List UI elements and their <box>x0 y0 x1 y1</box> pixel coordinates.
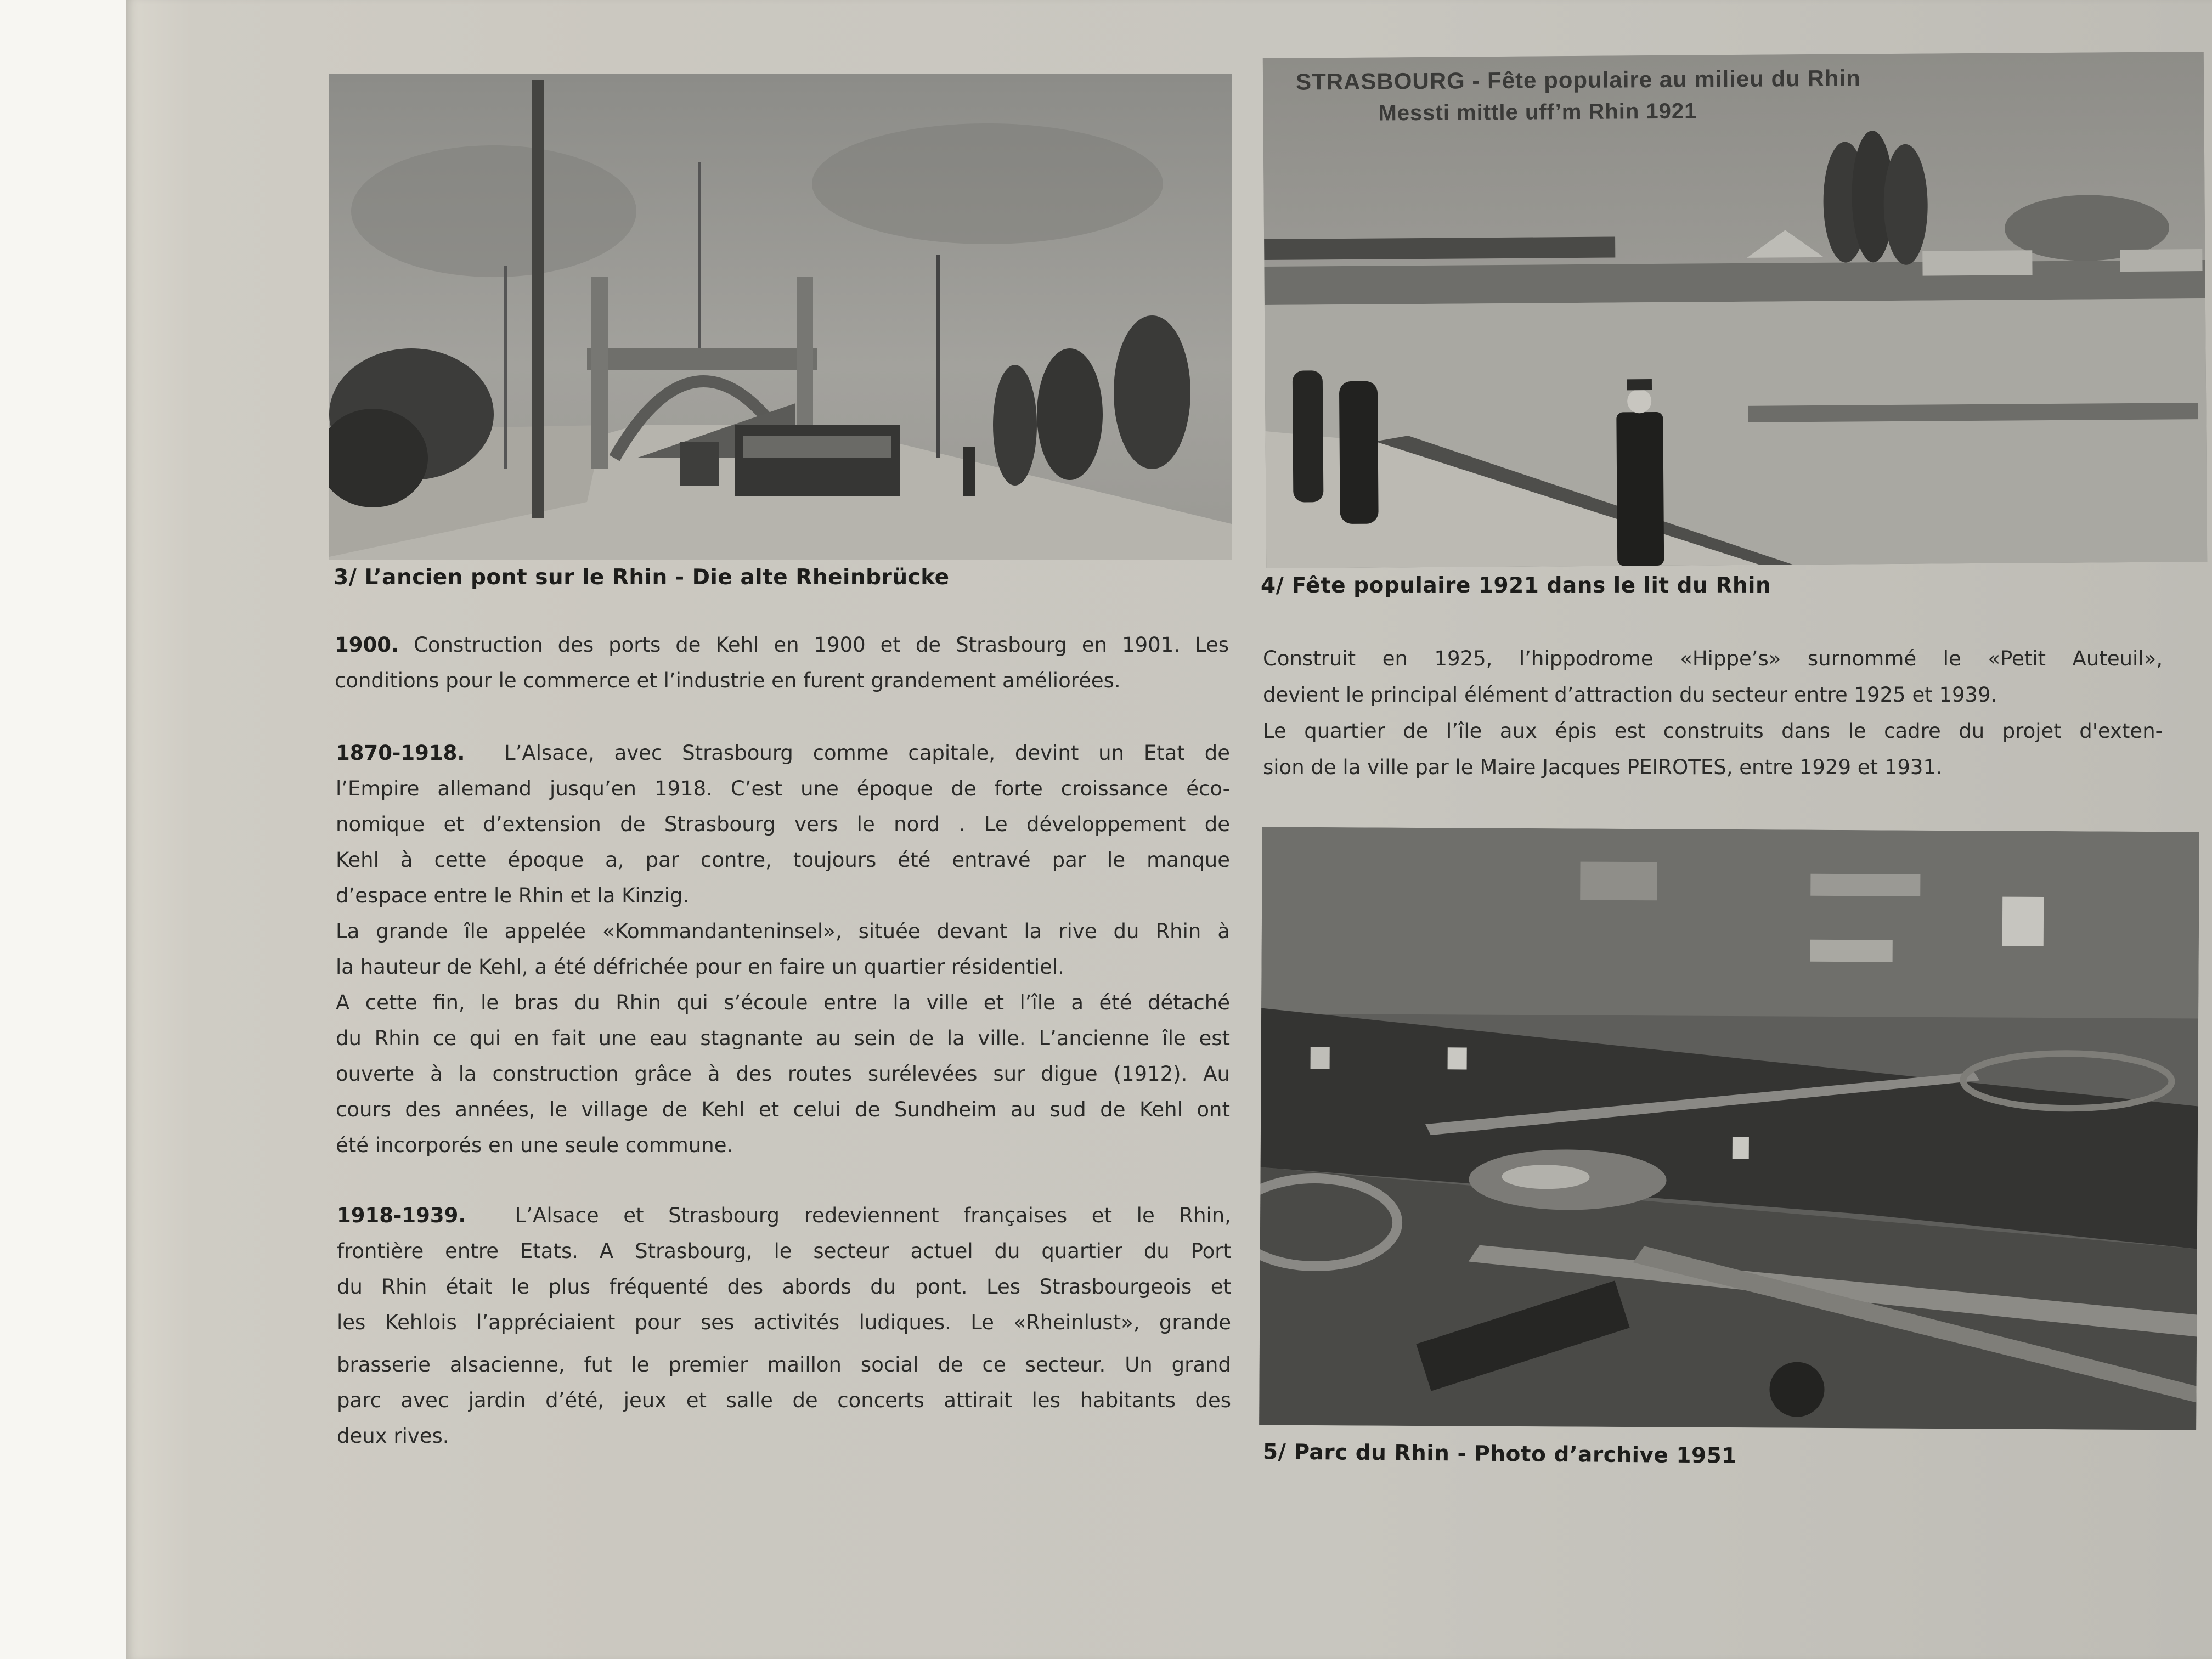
paragraph-line: La grande île appelée «Kommandanteninsel», située devant la rive du Rhin à <box>336 919 1230 943</box>
line-text: Construction des ports de Kehl en 1900 et de Strasbourg en 1901. Les <box>414 633 1229 657</box>
paragraph-line <box>336 735 1230 771</box>
postcard-title-line1: STRASBOURG - Fête populaire au milieu du Rhin <box>1295 65 1861 95</box>
paragraph-line: du Rhin était le plus fréquenté des abords du pont. Les Strasbourgeois et <box>337 1275 1231 1299</box>
line-text: L’Alsace et Strasbourg redeviennent françaises et le Rhin, <box>515 1204 1232 1227</box>
paragraph-line: brasserie alsacienne, fut le premier maillon social de ce secteur. Un grand <box>337 1353 1231 1376</box>
festival-photo-illustration <box>1263 52 2207 568</box>
photo-parc-du-rhin-1951 <box>1259 827 2199 1430</box>
paragraph-line: du Rhin ce qui en fait une eau stagnante au sein de la ville. L’ancienne île est <box>336 1026 1230 1050</box>
paragraph-line: l’Empire allemand jusqu’en 1918. C’est une époque de forte croissance éco- <box>336 777 1230 800</box>
paragraph-line: conditions pour le commerce et l’industrie en furent grandement améliorées. <box>335 669 1121 692</box>
aerial-photo-illustration <box>1259 827 2199 1430</box>
paragraph-line: cours des années, le village de Kehl et celui de Sundheim au sud de Kehl ont <box>336 1098 1230 1121</box>
paragraph-line: parc avec jardin d’été, jeux et salle de concerts attirait les habitants des <box>337 1389 1231 1412</box>
paragraph-line: ouverte à la construction grâce à des routes surélevées sur digue (1912). Au <box>336 1062 1230 1086</box>
photo3-caption: 3/ L’ancien pont sur le Rhin - Die alte Rheinbrücke <box>334 565 950 590</box>
paragraph-line: Le quartier de l’île aux épis est construits dans le cadre du projet d'exten- <box>1263 719 2163 743</box>
book-page <box>126 0 2212 1659</box>
paragraph-1900 <box>335 627 1229 698</box>
paragraph-line: Kehl à cette époque a, par contre, toujours été entravé par le manque <box>336 848 1230 872</box>
photo-fete-populaire-1921 <box>1263 52 2207 568</box>
paragraph-line: devient le principal élément d’attraction du secteur entre 1925 et 1939. <box>1263 683 1997 707</box>
paragraph-line: d’espace entre le Rhin et la Kinzig. <box>336 884 690 907</box>
postcard-title-line2: Messti mittle uff’m Rhin 1921 <box>1378 99 1697 126</box>
paragraph-line: deux rives. <box>337 1424 449 1448</box>
paragraph-line: nomique et d’extension de Strasbourg vers le nord . Le développement de <box>336 812 1230 836</box>
paragraph-line: A cette fin, le bras du Rhin qui s’écoule entre la ville et l’île a été détaché <box>336 991 1230 1014</box>
line-text: L’Alsace, avec Strasbourg comme capitale, devint un Etat de <box>504 741 1230 765</box>
photo5-caption: 5/ Parc du Rhin - Photo d’archive 1951 <box>1262 1440 1737 1469</box>
photo4-caption: 4/ Fête populaire 1921 dans le lit du Rhin <box>1261 573 1771 598</box>
paragraph-line <box>335 627 1229 663</box>
photo-old-rhine-bridge <box>329 74 1232 560</box>
paragraph-line: la hauteur de Kehl, a été défrichée pour en faire un quartier résidentiel. <box>336 955 1064 979</box>
paragraph-line: frontière entre Etats. A Strasbourg, le secteur actuel du quartier du Port <box>337 1239 1231 1263</box>
paragraph-line: été incorporés en une seule commune. <box>336 1133 733 1157</box>
paragraph-line: les Kehlois l’appréciaient pour ses activités ludiques. Le «Rheinlust», grande <box>337 1311 1231 1334</box>
paragraph-heading: 1918-1939. <box>337 1204 466 1227</box>
bridge-photo-illustration <box>329 74 1232 560</box>
paragraph-1918-1939 <box>337 1198 1231 1454</box>
paragraph-line: sion de la ville par le Maire Jacques PEIROTES, entre 1929 et 1931. <box>1263 755 1943 779</box>
paragraph-line: Construit en 1925, l’hippodrome «Hippe’s» surnommé le «Petit Auteuil», <box>1263 647 2163 670</box>
paragraph-1870-1918 <box>336 735 1230 1163</box>
paragraph-line <box>337 1198 1231 1233</box>
paragraph-heading: 1900. <box>335 633 399 657</box>
paragraph-heading: 1870-1918. <box>336 741 465 765</box>
paragraph-hippodrome <box>1263 641 2163 786</box>
